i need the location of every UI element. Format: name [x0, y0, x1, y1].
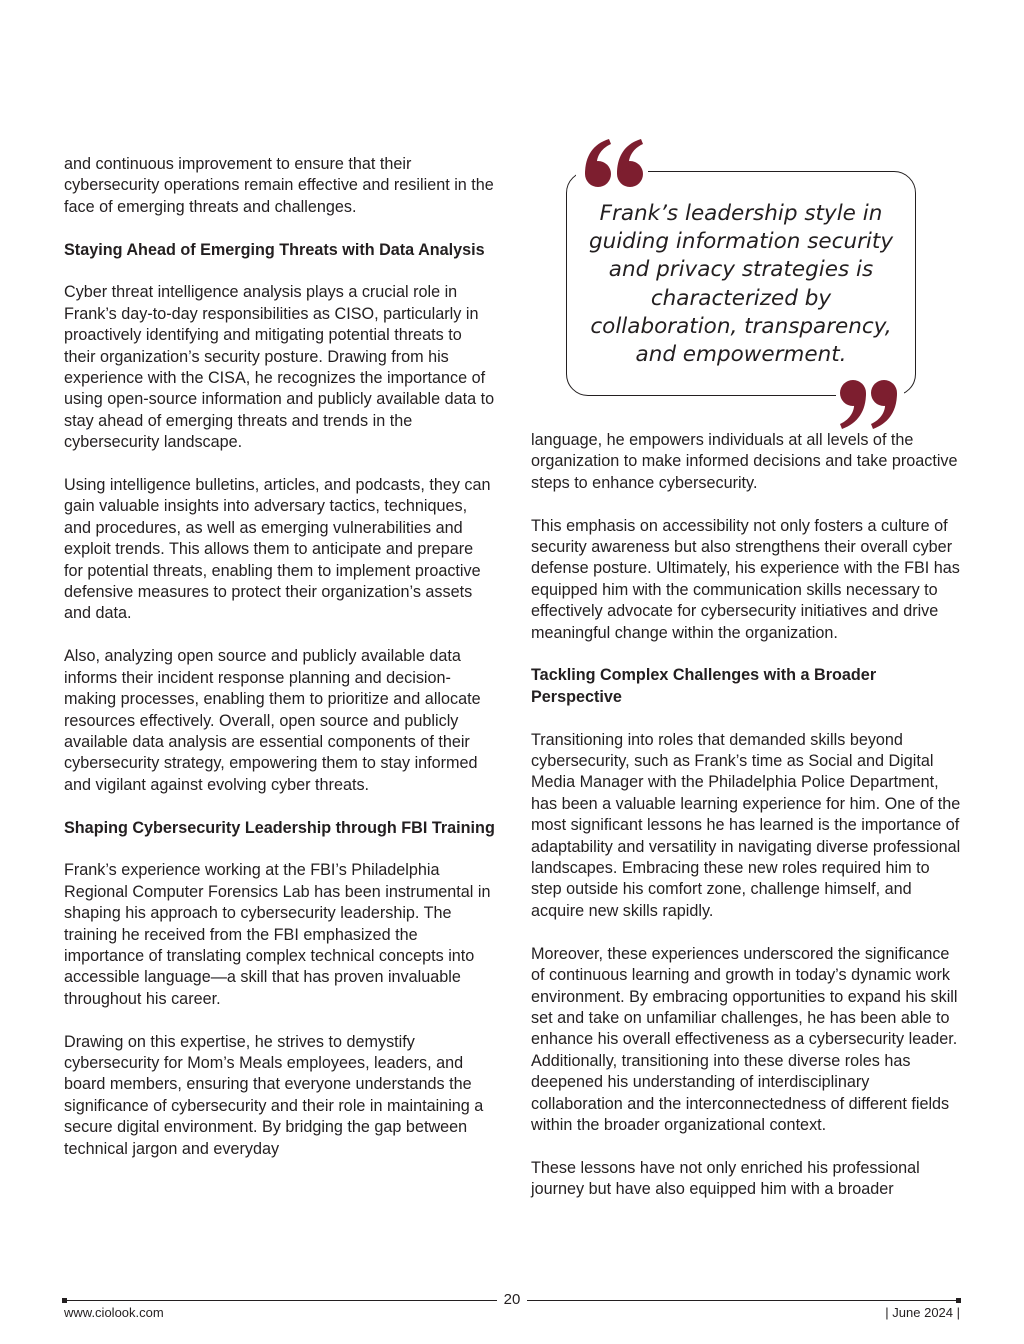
footer-rule-right-dot	[956, 1298, 961, 1303]
pull-quote-text: Frank’s leadership style in guiding information security and privacy strategies is characterized by collaboration, transparency, and empowerment.	[588, 201, 894, 368]
body-paragraph: language, he empowers individuals at all levels of the organization to make informed decisions and take proactive steps to enhance cybersecurity.	[531, 431, 958, 492]
issue-date: | June 2024 |	[885, 1305, 960, 1320]
body-paragraph: This emphasis on accessibility not only fosters a culture of security awareness but also strengthens their overall cyber defense posture. Ultimately, his experience with the FBI has equipped him with the communication skills necessary to effectively advocate for cybersecurity initiatives and drive meaningful change within the organization.	[531, 516, 960, 642]
body-paragraph: and continuous improvement to ensure that their cybersecurity operations remain effective and resilient in the face of emerging threats and challenges.	[64, 155, 494, 216]
right-column	[531, 430, 963, 1222]
close-quote-glyph	[840, 380, 897, 429]
close-quote-icon	[836, 376, 904, 434]
body-paragraph: Also, analyzing open source and publicly available data informs their incident response planning and decision-making processes, enabling them to prioritize and allocate resources effectively. Overall, open source and publicly available data analysis are essential components of their cybersecurity strategy, empowering them to stay informed and vigilant against evolving cyber threats.	[64, 647, 481, 794]
left-column	[64, 154, 496, 1181]
body-paragraph: Frank’s experience working at the FBI’s Philadelphia Regional Computer Forensics Lab has been instrumental in shaping his approach to cybersecurity leadership. The training he received from the FBI emphasized the importance of translating complex technical concepts into accessible language—a skill that has proven invaluable throughout his career.	[64, 861, 491, 1008]
open-quote-icon	[576, 136, 648, 192]
section-heading: Staying Ahead of Emerging Threats with Data Analysis	[64, 240, 485, 259]
section-heading: Shaping Cybersecurity Leadership through FBI Training	[64, 818, 495, 837]
open-quote-shape	[576, 136, 648, 192]
footer-rule-left-dot	[62, 1298, 67, 1303]
site-url: www.ciolook.com	[64, 1305, 164, 1320]
body-paragraph: Using intelligence bulletins, articles, and podcasts, they can gain valuable insights into adversary tactics, techniques, and procedures, as well as emerging vulnerabilities and exploit trends. This allows them to anticipate and prepare for potential threats, enabling them to implement proactive defensive measures to protect their organization’s assets and data.	[64, 476, 491, 623]
body-paragraph: These lessons have not only enriched his professional journey but have also equipped him with a broader	[531, 1158, 920, 1199]
body-paragraph: Drawing on this expertise, he strives to demystify cybersecurity for Mom’s Meals employees, leaders, and board members, ensuring that everyone understands the significance of cybersecurity and their role in maintaining a secure digital environment. By bridging the gap between technical jargon and everyday	[64, 1032, 484, 1158]
close-quote-shape	[836, 376, 904, 434]
section-heading: Tackling Complex Challenges with a Broader Perspective	[531, 666, 877, 706]
body-paragraph: Cyber threat intelligence analysis plays a crucial role in Frank’s day-to-day responsibilities as CISO, particularly in proactively identifying and mitigating potential threats to their organization’s security posture. Drawing from his experience with the CISA, he recognizes the importance of using open-source information and publicly available data to stay ahead of emerging threats and trends in the cybersecurity landscape.	[64, 283, 495, 452]
open-quote-glyph	[585, 139, 643, 187]
body-paragraph: Transitioning into roles that demanded skills beyond cybersecurity, such as Frank’s time as Social and Digital Media Manager with the Philadelphia Police Department, has been a valuable learning experience for him. One of the most significant lessons he has learned is the importance of adaptability and versatility in navigating diverse professional landscapes. Embracing these new roles required him to step outside his comfort zone, challenge himself, and acquire new skills rapidly.	[531, 730, 961, 920]
pull-quote-box	[566, 171, 916, 396]
page-number: 20	[497, 1290, 527, 1310]
body-paragraph: Moreover, these experiences underscored the significance of continuous learning and growth in today’s dynamic work environment. By embracing opportunities to expand his skill set and take on unfamiliar challenges, he has been able to enhance his overall effectiveness as a cybersecurity leader. Additionally, transitioning into these diverse roles has deepened his understanding of interdisciplinary collaboration and the interconnectedness of different fields within the broader organizational context.	[531, 944, 958, 1134]
